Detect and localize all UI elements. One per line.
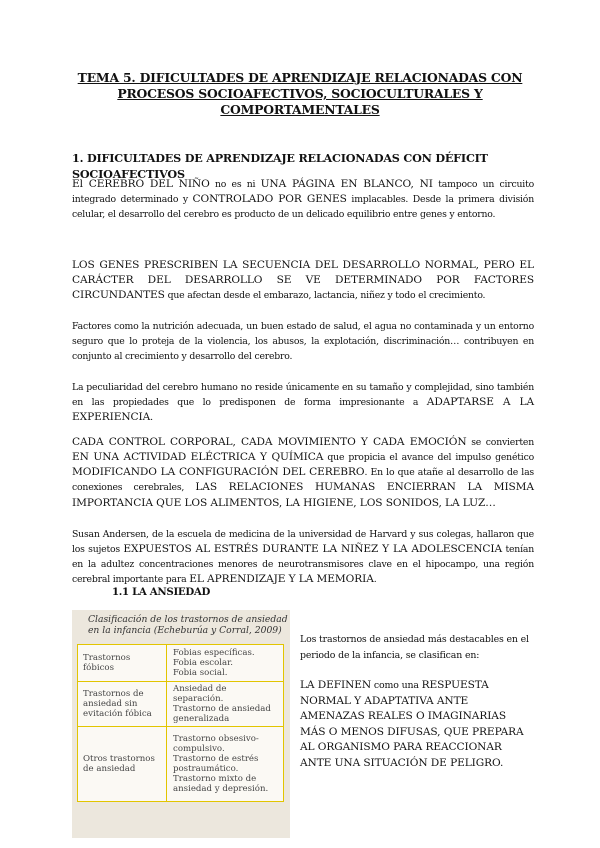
- table-row: [78, 645, 284, 682]
- table-cell-category: Trastornos de ansiedad sin evitación fóbica: [78, 682, 167, 727]
- classification-table: [77, 644, 284, 802]
- table-cell-items: Fobias específicas. Fobia escolar. Fobia social.: [167, 645, 284, 682]
- table-row: [78, 727, 284, 802]
- table-row: [78, 682, 284, 727]
- section-1-heading-line1: 1. DIFICULTADES DE APRENDIZAJE RELACIONADAS CON DÉFICIT: [72, 151, 488, 165]
- paragraph-1: El CEREBRO DEL NIÑO no es ni UNA PÁGINA EN BLANCO, NI tampoco un circuito integrado determinado y CONTROLADO POR GENES implacables. Desde la primera división celular, el desarrollo del cerebro es producto de un delicado equilibrio entre genes y entorno.: [72, 177, 534, 221]
- paragraph-5: CADA CONTROL CORPORAL, CADA MOVIMIENTO Y CADA EMOCIÓN se convierten EN UNA ACTIVIDAD ELÉCTRICA Y QUÍMICA que propicia el avance del impulso genético MODIFICANDO LA CONFIGURACIÓN DEL CEREBRO. En lo que atañe al desarrollo de las conexiones cerebrales, LAS RELACIONES HUMANAS ENCIERRAN LA MISMA IMPORTANCIA QUE LOS ALIMENTOS, LA HIGIENE, LOS SONIDOS, LA LUZ…: [72, 435, 534, 509]
- section-1-heading-line2: SOCIOAFECTIVOS: [72, 167, 185, 181]
- table-cell-items: Trastorno obsesivo-compulsivo. Trastorno de estrés postraumático. Trastorno mixto de ansiedad y depresión.: [167, 727, 284, 802]
- anxiety-intro-text: Los trastornos de ansiedad más destacables en el periodo de la infancia, se clasifican en:: [300, 634, 529, 661]
- section-1-1-heading: 1.1 LA ANSIEDAD: [112, 586, 211, 598]
- figure-caption: Clasificación de los trastornos de ansiedad en la infancia (Echeburúa y Corral, 2009): [88, 614, 288, 636]
- paragraph-2: LOS GENES PRESCRIBEN LA SECUENCIA DEL DESARROLLO NORMAL, PERO EL CARÁCTER DEL DESARROLLO SE VE DETERMINADO POR FACTORES CIRCUNDANTES que afectan desde el embarazo, lactancia, niñez y todo el crecimiento.: [72, 258, 534, 302]
- paragraph-3: Factores como la nutrición adecuada, un buen estado de salud, el agua no contaminada y un entorno seguro que lo proteja de la violencia, los abusos, la explotación, discriminación… contribuyen en conjunto al crecimiento y desarrollo del cerebro.: [72, 320, 534, 363]
- table-cell-category: Otros trastornos de ansiedad: [78, 727, 167, 802]
- anxiety-classification-figure: [72, 610, 290, 838]
- paragraph-6: Susan Andersen, de la escuela de medicina de la universidad de Harvard y sus colegas, hallaron que los sujetos EXPUESTOS AL ESTRÉS DURANTE LA NIÑEZ Y LA ADOLESCENCIA tenían en la adultez concentraciones menores de neurotransmisores clave en el hipocampo, una región cerebral importante para EL APRENDIZAJE Y LA MEMORIA.: [72, 528, 534, 586]
- anxiety-definition-text: LA DEFINEN como una RESPUESTA NORMAL Y ADAPTATIVA ANTE AMENAZAS REALES O IMAGINARIAS MÁS O MENOS DIFUSAS, QUE PREPARA AL ORGANISMO PARA REACCIONAR ANTE UNA SITUACIÓN DE PELIGRO.: [300, 679, 524, 769]
- document-title: TEMA 5. DIFICULTADES DE APRENDIZAJE RELACIONADAS CON PROCESOS SOCIOAFECTIVOS, SOCIOCULTURALES Y COMPORTAMENTALES: [77, 70, 523, 117]
- table-cell-category: Trastornos fóbicos: [78, 645, 167, 682]
- table-cell-items: Ansiedad de separación. Trastorno de ansiedad generalizada: [167, 682, 284, 727]
- paragraph-4: La peculiaridad del cerebro humano no reside únicamente en su tamaño y complejidad, sino también en las propiedades que lo predisponen de forma impresionante a ADAPTARSE A LA EXPERIENCIA.: [72, 381, 534, 424]
